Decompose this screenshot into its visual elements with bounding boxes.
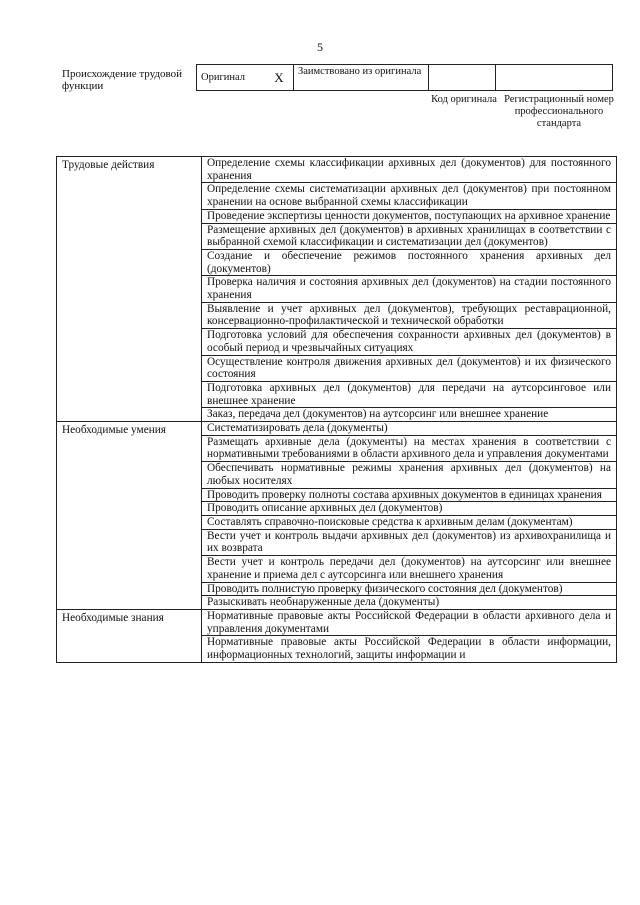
item-text: Проведение экспертизы ценности документов, поступающих на архивное хранение bbox=[202, 209, 617, 223]
item-text: Размещение архивных дел (документов) в архивных хранилищах в соответствии с выбранной схемой классификации и систематизации дел (документов) bbox=[202, 223, 617, 249]
table-row bbox=[57, 157, 617, 183]
function-table bbox=[56, 156, 617, 663]
item-text: Заказ, передача дел (документов) на аутсорсинг или внешнее хранение bbox=[202, 408, 617, 422]
section-title: Необходимые умения bbox=[57, 422, 202, 610]
item-text: Систематизировать дела (документы) bbox=[202, 422, 617, 436]
item-text: Проводить описание архивных дел (документов) bbox=[202, 502, 617, 516]
section-title: Необходимые знания bbox=[57, 609, 202, 662]
page-number: 5 bbox=[317, 40, 323, 54]
table-row bbox=[57, 422, 617, 436]
origin-table bbox=[196, 64, 613, 91]
item-text: Проводить полнистую проверку физического состояния дел (документов) bbox=[202, 582, 617, 596]
item-text: Проводить проверку полноты состава архивных документов в единицах хранения bbox=[202, 488, 617, 502]
section-title: Трудовые действия bbox=[57, 157, 202, 422]
item-text: Составлять справочно-поисковые средства к архивным делам (документам) bbox=[202, 515, 617, 529]
item-text: Выявление и учет архивных дел (документов), требующих реставрационной, консервационно-профилактической и технической обработки bbox=[202, 302, 617, 328]
item-text: Размещать архивные дела (документы) на местах хранения в соответствии с нормативными требованиями в области архивного дела и управления документами bbox=[202, 435, 617, 461]
item-text: Нормативные правовые акты Российской Федерации в области информации, информационных технологий, защиты информации и bbox=[202, 636, 617, 662]
original-mark: X bbox=[265, 65, 294, 91]
reg-number-cell bbox=[496, 65, 613, 91]
borrowed-label: Заимствовано из оригинала bbox=[294, 65, 429, 91]
code-caption: Код оригинала bbox=[431, 94, 497, 105]
original-label: Оригинал bbox=[197, 65, 266, 91]
reg-number-caption: Регистрационный номер профессионального стандарта bbox=[504, 94, 614, 129]
item-text: Нормативные правовые акты Российской Федерации в области архивного дела и управления документами bbox=[202, 609, 617, 635]
item-text: Определение схемы систематизации архивных дел (документов) при постоянном хранении на основе выбранной схемы классификации bbox=[202, 183, 617, 209]
origin-label: Происхождение трудовой функции bbox=[62, 68, 183, 92]
item-text: Осуществление контроля движения архивных дел (документов) и их физического состояния bbox=[202, 355, 617, 381]
item-text: Определение схемы классификации архивных дел (документов) для постоянного хранения bbox=[202, 157, 617, 183]
code-cell bbox=[429, 65, 496, 91]
item-text: Разыскивать необнаруженные дела (документы) bbox=[202, 596, 617, 610]
item-text: Подготовка архивных дел (документов) для передачи на аутсорсинговое или внешнее хранение bbox=[202, 381, 617, 407]
item-text: Вести учет и контроль передачи дел (документов) на аутсорсинг или внешнее хранение и приема дел с аутсорсинга или внешнего хранения bbox=[202, 556, 617, 582]
item-text: Обеспечивать нормативные режимы хранения архивных дел (документов) на любых носителях bbox=[202, 462, 617, 488]
item-text: Подготовка условий для обеспечения сохранности архивных дел (документов) в особый период и чрезвычайных ситуациях bbox=[202, 329, 617, 355]
table-row bbox=[57, 609, 617, 635]
item-text: Создание и обеспечение режимов постоянного хранения архивных дел (документов) bbox=[202, 249, 617, 275]
item-text: Вести учет и контроль выдачи архивных дел (документов) из архивохранилища и их возврата bbox=[202, 529, 617, 555]
item-text: Проверка наличия и состояния архивных дел (документов) на стадии постоянного хранения bbox=[202, 276, 617, 302]
